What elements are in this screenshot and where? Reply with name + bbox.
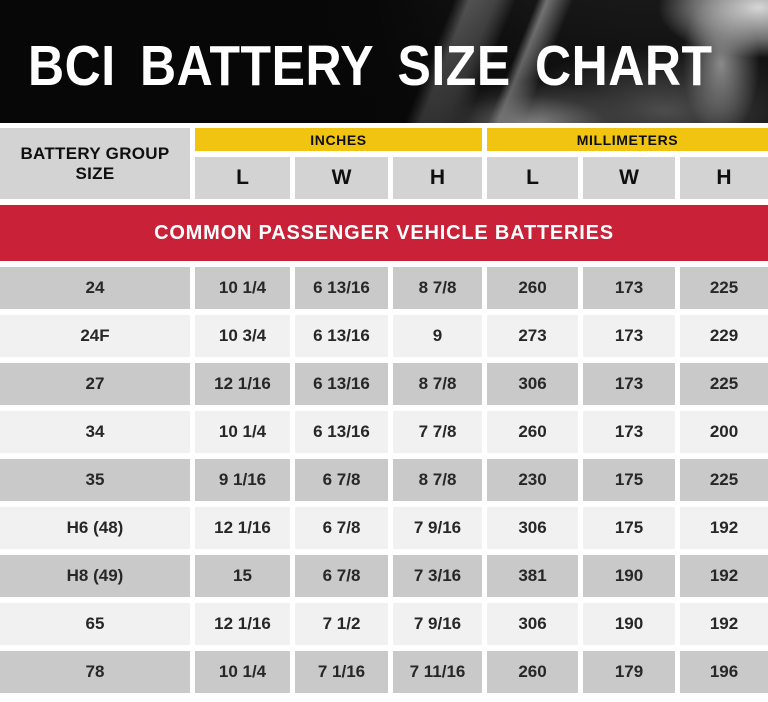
inches-h-cell: 8 7/8 [393,267,482,309]
inches-l-cell: 10 3/4 [195,315,290,357]
inches-h-cell: 7 9/16 [393,507,482,549]
mm-l-cell: 306 [487,363,578,405]
mm-h-cell: 196 [680,651,768,693]
mm-w-cell: 173 [583,315,675,357]
mm-l-cell: 273 [487,315,578,357]
column-header-mm-l: L [487,157,578,199]
mm-w-cell: 173 [583,363,675,405]
battery-group-cell: 78 [0,651,190,693]
column-header-mm-h: H [680,157,768,199]
mm-l-cell: 230 [487,459,578,501]
column-group-millimeters: MILLIMETERS [487,128,768,151]
inches-w-cell: 6 7/8 [295,555,388,597]
section-header-common-passenger-vehicle-batteries: COMMON PASSENGER VEHICLE BATTERIES [0,205,768,261]
column-group-inches: INCHES [195,128,482,151]
battery-group-cell: 24 [0,267,190,309]
mm-w-cell: 175 [583,459,675,501]
inches-l-cell: 12 1/16 [195,603,290,645]
inches-h-cell: 7 3/16 [393,555,482,597]
inches-h-cell: 7 9/16 [393,603,482,645]
inches-w-cell: 6 13/16 [295,315,388,357]
inches-h-cell: 8 7/8 [393,459,482,501]
mm-h-cell: 200 [680,411,768,453]
mm-w-cell: 173 [583,411,675,453]
column-header-battery-group-size: BATTERY GROUP SIZE [0,128,190,199]
battery-group-cell: 34 [0,411,190,453]
page-title: BCI BATTERY SIZE CHART [28,33,713,98]
mm-h-cell: 192 [680,555,768,597]
mm-h-cell: 229 [680,315,768,357]
mm-h-cell: 192 [680,507,768,549]
inches-l-cell: 10 1/4 [195,411,290,453]
column-header-inches-l: L [195,157,290,199]
battery-group-cell: H8 (49) [0,555,190,597]
inches-l-cell: 15 [195,555,290,597]
mm-w-cell: 175 [583,507,675,549]
inches-h-cell: 7 7/8 [393,411,482,453]
inches-w-cell: 6 13/16 [295,363,388,405]
mm-l-cell: 260 [487,651,578,693]
inches-h-cell: 9 [393,315,482,357]
inches-l-cell: 10 1/4 [195,267,290,309]
size-table [0,128,768,693]
mm-l-cell: 260 [487,267,578,309]
mm-l-cell: 381 [487,555,578,597]
inches-w-cell: 6 7/8 [295,459,388,501]
inches-l-cell: 9 1/16 [195,459,290,501]
mm-l-cell: 260 [487,411,578,453]
mm-l-cell: 306 [487,507,578,549]
inches-h-cell: 7 11/16 [393,651,482,693]
inches-w-cell: 6 13/16 [295,411,388,453]
battery-group-cell: 24F [0,315,190,357]
mm-h-cell: 225 [680,363,768,405]
inches-l-cell: 12 1/16 [195,507,290,549]
mm-h-cell: 225 [680,267,768,309]
inches-l-cell: 12 1/16 [195,363,290,405]
mm-w-cell: 179 [583,651,675,693]
mm-w-cell: 173 [583,267,675,309]
mm-l-cell: 306 [487,603,578,645]
mm-h-cell: 225 [680,459,768,501]
battery-group-cell: H6 (48) [0,507,190,549]
inches-h-cell: 8 7/8 [393,363,482,405]
mm-w-cell: 190 [583,555,675,597]
inches-l-cell: 10 1/4 [195,651,290,693]
mm-w-cell: 190 [583,603,675,645]
battery-group-cell: 35 [0,459,190,501]
battery-group-cell: 27 [0,363,190,405]
battery-group-cell: 65 [0,603,190,645]
column-header-inches-w: W [295,157,388,199]
inches-w-cell: 6 7/8 [295,507,388,549]
column-header-mm-w: W [583,157,675,199]
column-header-inches-h: H [393,157,482,199]
mm-h-cell: 192 [680,603,768,645]
inches-w-cell: 7 1/2 [295,603,388,645]
inches-w-cell: 7 1/16 [295,651,388,693]
inches-w-cell: 6 13/16 [295,267,388,309]
hero-banner [0,0,768,128]
